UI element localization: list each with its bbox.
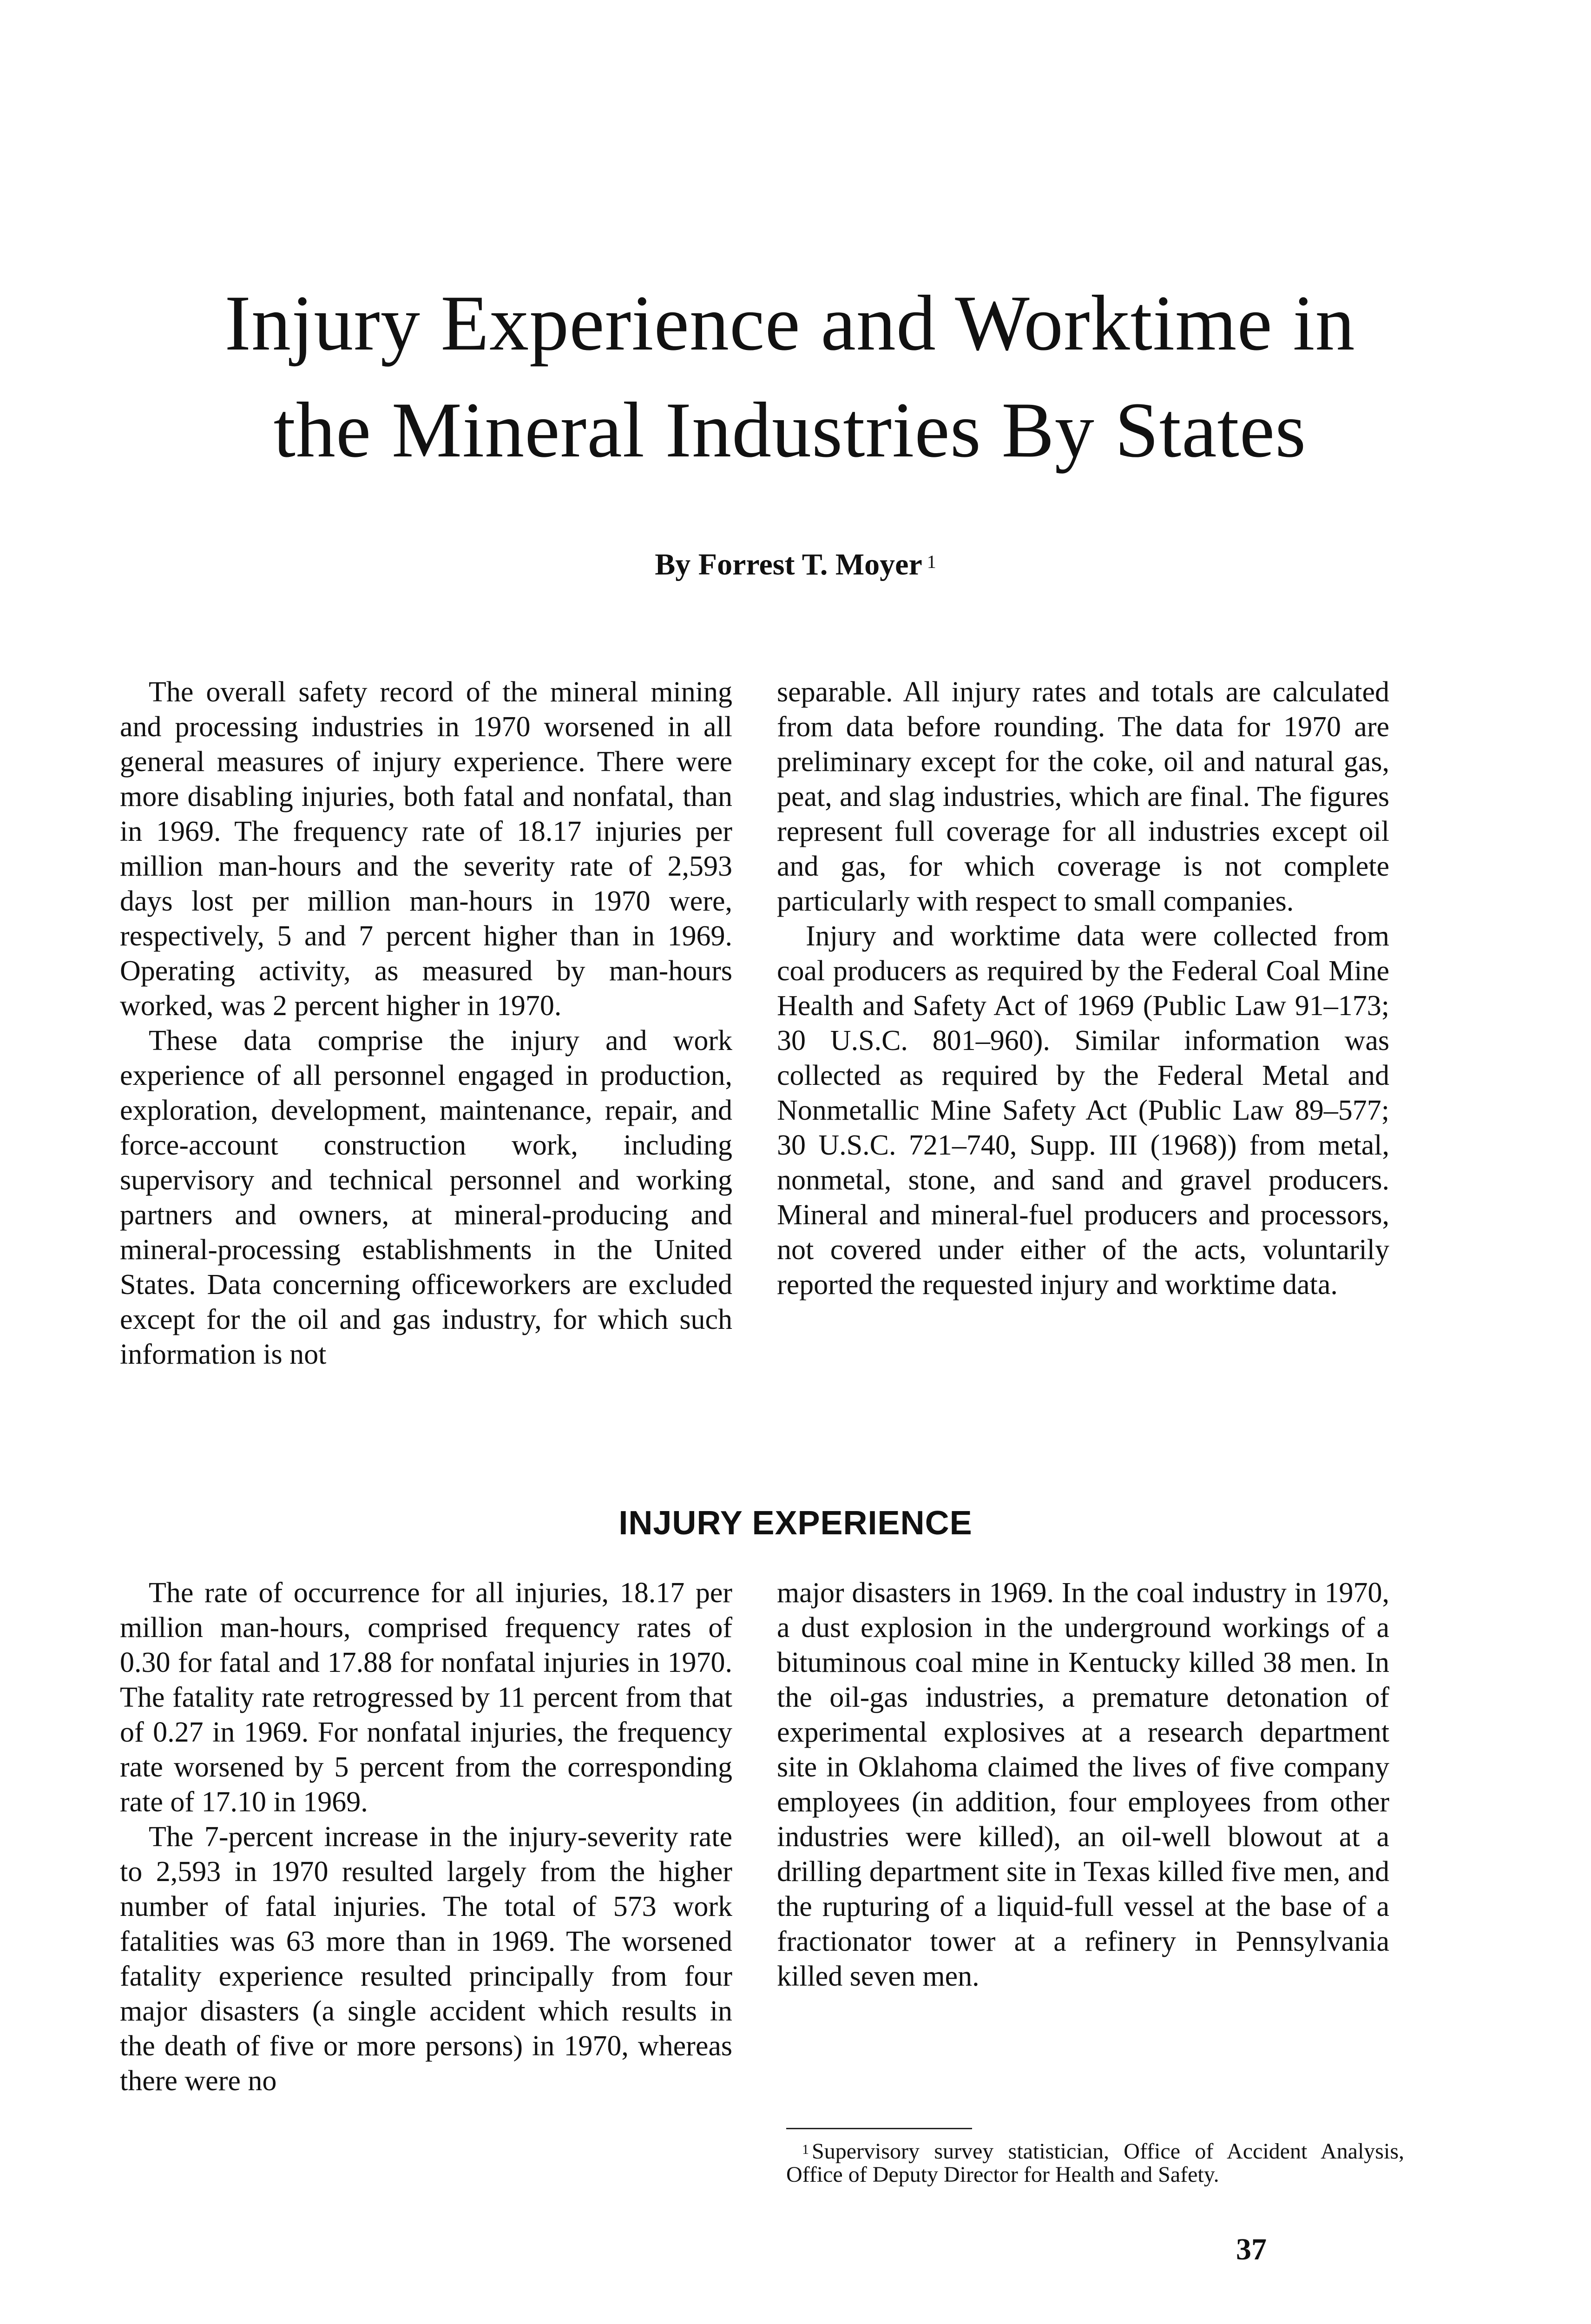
page-number: 37 (1236, 2232, 1267, 2266)
byline (0, 544, 1591, 586)
intro-paragraph-1: The overall safety record of the mineral mining and processing industries in 1970 worsened in all general measures of injury experience. There were more disabling injuries, both fatal and nonfatal, than in 1969. The frequency rate of 18.17 injuries per million man-hours and the severity rate of 2,593 days lost per million man-hours in 1970 were, respectively, 5 and 7 percent higher than in 1969. Operating activity, as measured by man-hours worked, was 2 percent higher in 1970. (120, 676, 732, 1022)
intro-paragraph-3: Injury and worktime data were collected from coal producers as required by the Federal Coal Mine Health and Safety Act of 1969 (Public Law 91–173; 30 U.S.C. 801–960). Similar information was collected as required by the Federal Metal and Nonmetallic Mine Safety Act (Public Law 89–577; 30 U.S.C. 721–740, Supp. III (1968)) from metal, nonmetal, stone, and sand and gravel producers. Mineral and mineral-fuel producers and processors, not covered under either of the acts, voluntarily reported the requested injury and worktime data. (777, 920, 1389, 1301)
intro-paragraph-2-continued: separable. All injury rates and totals are calculated from data before rounding. The data for 1970 are preliminary except for the coke, oil and natural gas, peat, and slag industries, which are final. The figures represent full coverage for all industries except oil and gas, for which coverage is not complete particularly with respect to small companies. (777, 676, 1389, 917)
article-title (84, 270, 1496, 483)
injury-paragraph-2-continued: major disasters in 1969. In the coal industry in 1970, a dust explosion in the underground workings of a bituminous coal mine in Kentucky killed 38 men. In the oil-gas industries, a premature detonation of experimental explosives at a research department site in Oklahoma claimed the lives of five company employees (in addition, four employees from other industries were killed), an oil-well blowout at a drilling department site in Texas killed five men, and the rupturing of a liquid-full vessel at the base of a fractionator tower at a refinery in Pennsylvania killed seven men. (777, 1577, 1389, 1992)
footnote-divider (786, 2128, 972, 2129)
section-heading-injury-experience: INJURY EXPERIENCE (618, 1505, 973, 1542)
author-footnote-marker: 1 (927, 551, 936, 572)
footnote-marker: 1 (802, 2142, 809, 2157)
injury-paragraph-1: The rate of occurrence for all injuries, 18.17 per million man-hours, comprised frequency rates of 0.30 for fatal and 17.88 for nonfatal injuries in 1970. The fatality rate retrogressed by 11 percent from that of 0.27 in 1969. For nonfatal injuries, the frequency rate worsened by 5 percent from the corresponding rate of 17.10 in 1969. (120, 1577, 732, 1818)
intro-column-left (120, 675, 732, 1372)
injury-column-right (777, 1576, 1389, 1994)
author-name: By Forrest T. Moyer (655, 548, 922, 581)
title-line-1: Injury Experience and Worktime in (224, 279, 1355, 367)
intro-column-right (777, 675, 1389, 1302)
intro-paragraph-2: These data comprise the injury and work experience of all personnel engaged in production, exploration, development, maintenance, repair, and force-account construction work, including supervisory and technical personnel and working partners and owners, at mineral-producing and mineral-processing establishments in the United States. Data concerning officeworkers are excluded except for the oil and gas industry, for which such information is not (120, 1025, 732, 1370)
injury-column-left (120, 1576, 732, 2099)
title-line-2: the Mineral Industries By States (273, 386, 1307, 474)
footnote (786, 2140, 1404, 2186)
footnote-text: Supervisory survey statistician, Office of Accident Analysis, Office of Deputy Director for Health and Safety. (786, 2139, 1404, 2187)
injury-paragraph-2: The 7-percent increase in the injury-severity rate to 2,593 in 1970 resulted largely from the higher number of fatal injuries. The total of 573 work fatalities was 63 more than in 1969. The worsened fatality experience resulted principally from four major disasters (a single accident which results in the death of five or more persons) in 1970, whereas there were no (120, 1821, 732, 2097)
